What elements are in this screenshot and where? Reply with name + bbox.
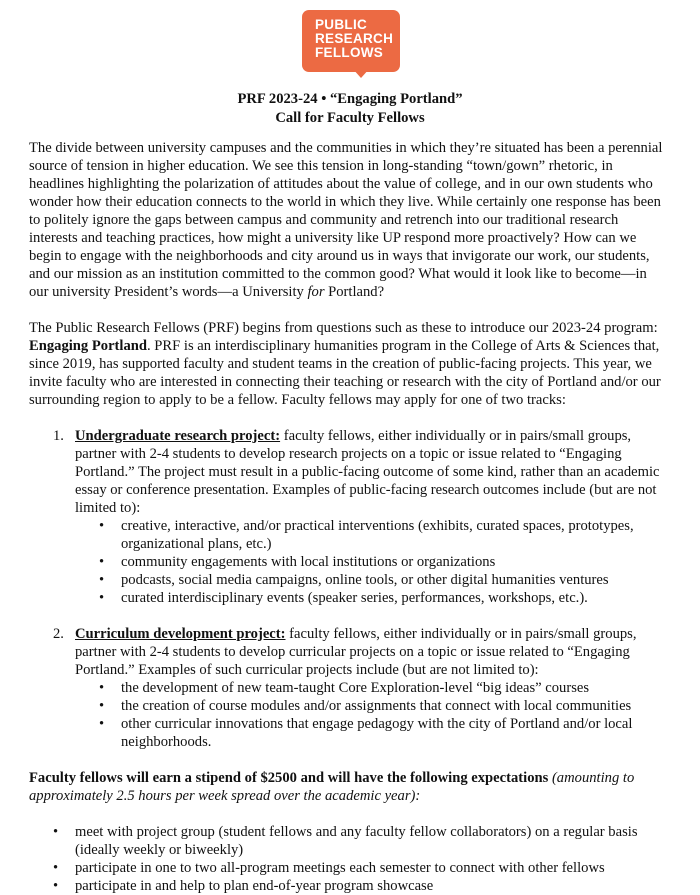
list-item-text: community engagements with local institutions or organizations	[121, 554, 496, 570]
bullet-icon: •	[99, 518, 105, 534]
track-number: 2.	[53, 626, 64, 642]
list-item	[29, 823, 669, 859]
track-examples-list	[75, 517, 669, 607]
track-item	[29, 427, 669, 607]
intro-p1-end: Portland?	[324, 284, 385, 300]
logo-line-public: PUBLIC	[315, 17, 368, 32]
stipend-bold-text: Faculty fellows will earn a stipend of $2500 and will have the following expectations	[29, 770, 549, 786]
list-item-text: meet with project group (student fellows and any faculty fellow collaborators) on a regular basis (ideally weekly or biweekly)	[75, 824, 638, 858]
bullet-icon: •	[99, 698, 105, 714]
logo-line-fellows: FELLOWS	[315, 45, 384, 60]
list-item	[29, 859, 669, 877]
list-item-text: other curricular innovations that engage pedagogy with the city of Portland and/or local neighborhoods.	[121, 716, 633, 750]
track-title: Curriculum development project:	[75, 626, 286, 642]
logo-speech-tail	[352, 68, 370, 78]
list-item-text: podcasts, social media campaigns, online tools, or other digital humanities ventures	[121, 572, 609, 588]
expectations-list	[29, 823, 669, 895]
list-item-text: the development of new team-taught Core Exploration-level “big ideas” courses	[121, 680, 590, 696]
track-number: 1.	[53, 428, 64, 444]
track-title: Undergraduate research project:	[75, 428, 281, 444]
list-item	[75, 571, 669, 589]
stipend-italic-text: (amounting to approximately 2.5 hours per week spread over the academic year):	[29, 770, 635, 804]
logo-line-research: RESEARCH	[315, 31, 394, 46]
document-body	[29, 139, 669, 895]
bullet-icon: •	[53, 860, 59, 876]
intro-p1-for: for	[307, 284, 325, 300]
intro-p2-text: The Public Research Fellows (PRF) begins from questions such as these to introduce our 2023-24 program:	[29, 320, 658, 336]
list-item-text: participate in and help to plan end-of-year program showcase	[75, 878, 434, 894]
intro-p1-text: The divide between university campuses and the communities in which they’re situated has been a perennial source of tension in higher education. We see this tension in long-standing “town/gown” rhetoric, in headlines highlighting the polarization of attitudes about the value of college, and in our own students who wonder how their education connects to the world in which they live. While certainly one response has been to politely ignore the gaps between campus and community and retrench into our traditional research interests and teaching practices, how might a university like UP respond more proactively? How can we begin to engage with the neighborhoods and city around us in ways that invigorate our work, our students, and our mission as an institution committed to the common good? What would it look like to become—in our university President’s words—a University	[29, 140, 663, 300]
intro-p2-bold: Engaging Portland	[29, 338, 147, 354]
list-item	[75, 715, 669, 751]
bullet-icon: •	[53, 824, 59, 840]
intro-paragraph-1	[29, 139, 669, 301]
title-line-1: PRF 2023-24 • “Engaging Portland”	[237, 91, 463, 107]
bullet-icon: •	[99, 572, 105, 588]
stipend-paragraph	[29, 769, 669, 805]
intro-paragraph-2	[29, 319, 669, 409]
list-item	[75, 553, 669, 571]
list-item	[75, 679, 669, 697]
title-line-2: Call for Faculty Fellows	[275, 110, 425, 126]
list-item-text: the creation of course modules and/or assignments that connect with local communities	[121, 698, 632, 714]
list-item	[29, 877, 669, 895]
document-title	[0, 90, 700, 128]
bullet-icon: •	[99, 554, 105, 570]
track-description: faculty fellows, either individually or in pairs/small groups, partner with 2-4 students to develop research projects on a topic or issue related to “Engaging Portland.” The project must result in a public-facing outcome of some kind, rather than an academic essay or conference presentation. Examples of public-facing research outcomes include (but are not limited to):	[75, 428, 660, 516]
bullet-icon: •	[99, 680, 105, 696]
list-item-text: curated interdisciplinary events (speaker series, performances, workshops, etc.).	[121, 590, 588, 606]
list-item-text: participate in one to two all-program meetings each semester to connect with other fellows	[75, 860, 605, 876]
bullet-icon: •	[53, 878, 59, 894]
track-item	[29, 625, 669, 751]
intro-p2-end: . PRF is an interdisciplinary humanities program in the College of Arts & Sciences that, since 2019, has supported faculty and student teams in the creation of public-facing projects. This year, we invite faculty who are interested in connecting their teaching or research with the city of Portland and/or our surrounding region to apply to be a fellow. Faculty fellows may apply for one of two tracks:	[29, 338, 661, 408]
bullet-icon: •	[99, 716, 105, 732]
track-description: faculty fellows, either individually or in pairs/small groups, partner with 2-4 students to develop curricular projects on a topic or issue related to “Engaging Portland.” Examples of such curricular projects include (but are not limited to):	[75, 626, 637, 678]
prf-logo	[302, 10, 400, 72]
list-item	[75, 697, 669, 715]
list-item-text: creative, interactive, and/or practical interventions (exhibits, curated spaces, prototypes, organizational plans, etc.)	[121, 518, 634, 552]
list-item	[75, 589, 669, 607]
tracks-list	[29, 427, 669, 751]
bullet-icon: •	[99, 590, 105, 606]
list-item	[75, 517, 669, 553]
track-examples-list	[75, 679, 669, 751]
